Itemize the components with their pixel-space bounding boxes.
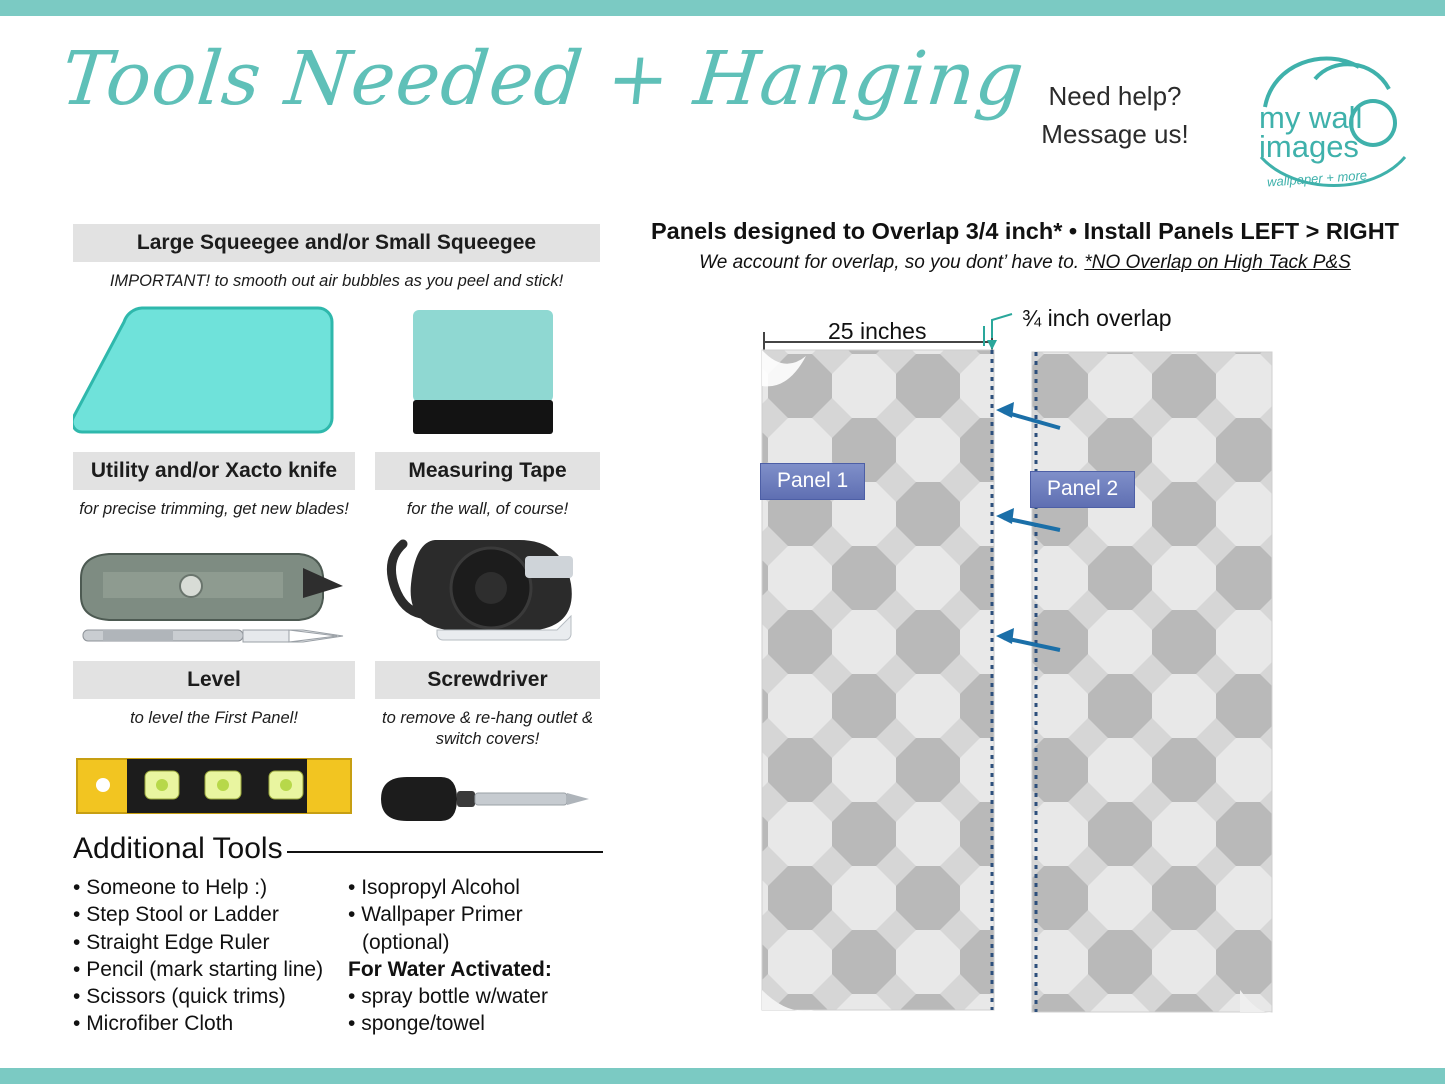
heading-rule <box>287 851 603 853</box>
list-item: • spray bottle w/water <box>348 983 552 1010</box>
additional-tools-title: Additional Tools <box>73 832 283 865</box>
diagram-headline: Panels designed to Overlap 3/4 inch* • Install Panels LEFT > RIGHT <box>650 218 1400 244</box>
additional-tools-heading <box>73 832 603 866</box>
list-item: • sponge/towel <box>348 1010 552 1037</box>
list-item: • Isopropyl Alcohol <box>348 874 552 901</box>
tool-label-screwdriver: Screwdriver <box>375 661 600 699</box>
diagram-subline <box>640 252 1410 274</box>
list-item: • Microfiber Cloth <box>73 1010 348 1037</box>
list-item: • Scissors (quick trims) <box>73 983 348 1010</box>
additional-tools-section <box>73 832 603 1038</box>
spirit-level-icon <box>73 747 355 827</box>
squeegee-images <box>73 304 600 454</box>
tool-block-squeegee <box>73 224 600 454</box>
panel-2-tag <box>1030 471 1135 508</box>
additional-tools-column-2 <box>348 874 552 1038</box>
tool-label-level: Level <box>73 661 355 699</box>
list-item: • Straight Edge Ruler <box>73 929 348 956</box>
utility-knife-icon <box>73 532 355 672</box>
brand-logo <box>1255 45 1415 195</box>
panel-illustration <box>640 290 1430 1050</box>
logo-line-2: images <box>1259 129 1359 165</box>
tape-images <box>375 526 600 666</box>
tool-note-level: to level the First Panel! <box>130 709 298 727</box>
tool-note-knife: for precise trimming, get new blades! <box>79 500 349 518</box>
list-item: • Someone to Help :) <box>73 874 348 901</box>
diagram-subline-b: *NO Overlap on High Tack P&S <box>1084 252 1351 273</box>
tool-block-screwdriver <box>375 661 600 835</box>
panel-2-label: Panel 2 <box>1047 477 1119 500</box>
overlap-label: ¾ inch overlap <box>1022 305 1172 331</box>
large-squeegee-icon <box>73 304 600 454</box>
logo-tagline: wallpaper + more <box>1266 167 1368 190</box>
logo-wordmark <box>1259 100 1363 165</box>
screwdriver-icon <box>375 765 600 835</box>
screwdriver-images <box>375 765 600 835</box>
level-images <box>73 747 355 827</box>
list-item: • Step Stool or Ladder <box>73 901 348 928</box>
knife-images <box>73 532 355 672</box>
panel-1-tag <box>760 463 865 500</box>
list-item: • Wallpaper Primer <box>348 901 552 928</box>
top-accent-band <box>0 0 1445 16</box>
list-item: • Pencil (mark starting line) <box>73 956 348 983</box>
list-item-sub: (optional) <box>362 930 450 954</box>
tool-block-tape <box>375 452 600 666</box>
additional-tools-column-1 <box>73 874 348 1038</box>
logo-line-1: my wall <box>1259 100 1363 135</box>
page-title: Tools Needed + Hanging <box>57 36 1029 122</box>
diagram-subline-a: We account for overlap, so you dont’ have to. <box>699 252 1085 273</box>
water-activated-heading: For Water Activated: <box>348 957 552 981</box>
help-line-2: Message us! <box>1041 118 1189 149</box>
measuring-tape-icon <box>375 526 600 666</box>
panel-1-label: Panel 1 <box>777 469 849 492</box>
help-line-1: Need help? <box>1048 81 1182 111</box>
panel-width-label: 25 inches <box>828 318 927 344</box>
bottom-accent-band <box>0 1068 1445 1084</box>
tool-label-tape: Measuring Tape <box>375 452 600 490</box>
tool-note-screwdriver: to remove & re-hang outlet & switch covers! <box>382 709 593 748</box>
tool-note-squeegee: IMPORTANT! to smooth out air bubbles as you peel and stick! <box>109 272 564 290</box>
tool-block-knife <box>73 452 355 672</box>
tool-note-tape: for the wall, of course! <box>406 500 569 518</box>
tool-block-level <box>73 661 355 827</box>
tool-label-knife: Utility and/or Xacto knife <box>73 452 355 490</box>
tool-label-squeegee: Large Squeegee and/or Small Squeegee <box>73 224 600 262</box>
help-message <box>1015 78 1215 153</box>
